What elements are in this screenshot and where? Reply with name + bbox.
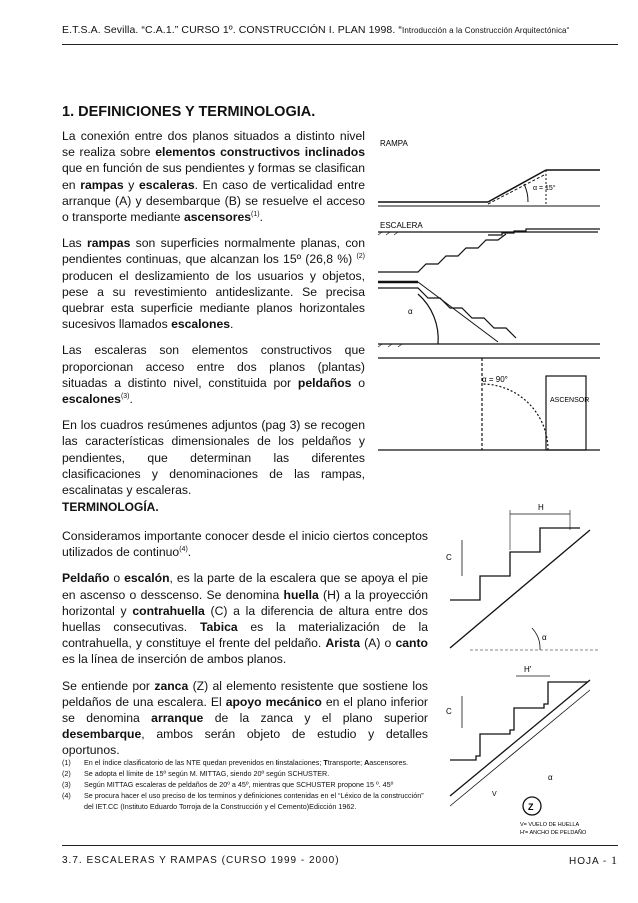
ascensor-angle-label: α = 90° <box>482 375 508 384</box>
footnote-1: (1) En el índice clasificatorio de las NTE quedan prevenidos en Iinstalaciones; Ttransporte; Aascensores. <box>62 758 409 767</box>
step-detail-figure <box>440 500 610 840</box>
terminology-paragraph-2: Peldaño o escalón, es la parte de la escalera que se apoya el pie en ascenso o desscenso. Se denomina huella (H) a la proyección horizontal y contrahuella (C) a la diferencia de altura entre dos huellas consecutivas. Tabica es la materialización de la contrahuella, y constituye el frente del peldaño. Arista (A) o canto es la línea de inserción de ambos planos. <box>62 571 428 667</box>
rampa-label: RAMPA <box>380 139 408 148</box>
intro-column <box>62 128 365 508</box>
terminology-heading: TERMINOLOGÍA. <box>62 500 159 514</box>
rampa-angle-label: α = 15° <box>533 185 556 192</box>
header-rule <box>62 44 618 45</box>
terminology-paragraph-3: Se entiende por zanca (Z) al elemento resistente que sostiene los peldaños de una escalera. El apoyo mecánico en el plano inferior se denomina arranque de la zanca y el plano superior desembarque, ambos serán objeto de estudio y detalles oportunos. <box>62 678 428 758</box>
step-detail-top <box>450 510 600 650</box>
vuelo-label: V <box>492 791 497 798</box>
escalera-label: ESCALERA <box>380 221 423 230</box>
staircase-drawing <box>378 229 600 344</box>
hatch-lines <box>378 232 402 347</box>
contrahuella-2-label: C <box>446 707 452 716</box>
huella-prime-label: H' <box>524 665 532 674</box>
intro-paragraph-4: En los cuadros resúmenes adjuntos (pag 3) se recogen las características dimensionales de los peldaños y pendientes, que determinan las diferentes clasificaciones y denominaciones de las rampas, escalinatas y escaleras. <box>62 418 365 498</box>
footnote-3: (3) Según MITTAG escaleras de peldaños de 20º a 45º, mientras que SCHUSTER propone 15 º. 45º <box>62 780 394 789</box>
zanca-label: Z <box>528 802 534 812</box>
step-detail-bottom <box>450 676 590 815</box>
legend-vuelo: V= VUELO DE HUELLA <box>520 822 580 828</box>
intro-paragraph-3: Las escaleras son elementos constructivos que proporcionan acceso entre dos planos (plantas) situadas a distinto nivel, constituida por peldaños o escalones$^{(3)}$. <box>62 343 365 407</box>
ascensor-label: ASCENSOR <box>550 397 590 404</box>
header-subtitle: Introducción a la Construcción Arquitectónica“ <box>402 26 570 35</box>
detail-2-angle-label: α <box>548 773 553 782</box>
terminology-paragraph-1: Consideramos importante conocer desde el inicio ciertos conceptos utilizados de continuo$^{(4)}$. <box>62 529 428 560</box>
footer-page: HOJA - 1 <box>568 853 618 867</box>
detail-angle-label: α <box>542 633 547 642</box>
footnote-4: (4) Se procura hacer el uso preciso de los terminos y definiciones contenidas en el “Léxico de la construcción” del IET.CC (Instituto Eduardo Torroja de la Construcción y el Cemento)Edicción 1962. <box>62 791 424 811</box>
section-title: 1. DEFINICIONES Y TERMINOLOGIA. <box>62 104 316 120</box>
intro-paragraph-2: Las rampas son superficies normalmente planas, con pendientes continuas, que alcanzan los 15º (26,8 %) $^{(2)}$ producen el deslizamiento de los usuarios y objetos, pese a su revestimiento antideslizante. Se precisa quebrar esta superficie mediante planos horizontales sucesivos llamados escalones. <box>62 236 365 332</box>
footer-rule <box>62 845 618 846</box>
intro-paragraph-1: La conexión entre dos planos situados a distinto nivel se realiza sobre elementos constructivos inclinados que en función de sus pendientes y formas se clasifican en rampas y escaleras. En caso de verticalidad entre arranque (A) y desembarque (B) se resuelve el acceso o transporte mediante ascensores$^{(1)}$. <box>62 129 365 225</box>
transport-elements-figure <box>378 132 600 462</box>
escalera-angle-label: α <box>408 307 413 316</box>
ramp-drawing <box>378 170 600 206</box>
header-text: E.T.S.A. Sevilla. “C.A.1.” CURSO 1º. CONSTRUCCIÓN I. PLAN 1998. “ <box>62 24 402 36</box>
elevator-drawing <box>378 358 600 450</box>
page-header <box>62 24 622 36</box>
terminology-column <box>62 528 428 769</box>
contrahuella-label: C <box>446 553 452 562</box>
footnotes <box>62 757 428 812</box>
huella-label: H <box>538 503 544 512</box>
legend-ancho: H'= ANCHO DE PELDAÑO <box>520 830 587 836</box>
footer-course: 3.7. ESCALERAS Y RAMPAS (CURSO 1999 - 2000) <box>62 855 340 866</box>
page-number: 1 <box>611 853 618 867</box>
footnote-2: (2) Se adopta el límite de 15º según M. MITTAG, siendo 20º según SCHUSTER. <box>62 769 330 778</box>
